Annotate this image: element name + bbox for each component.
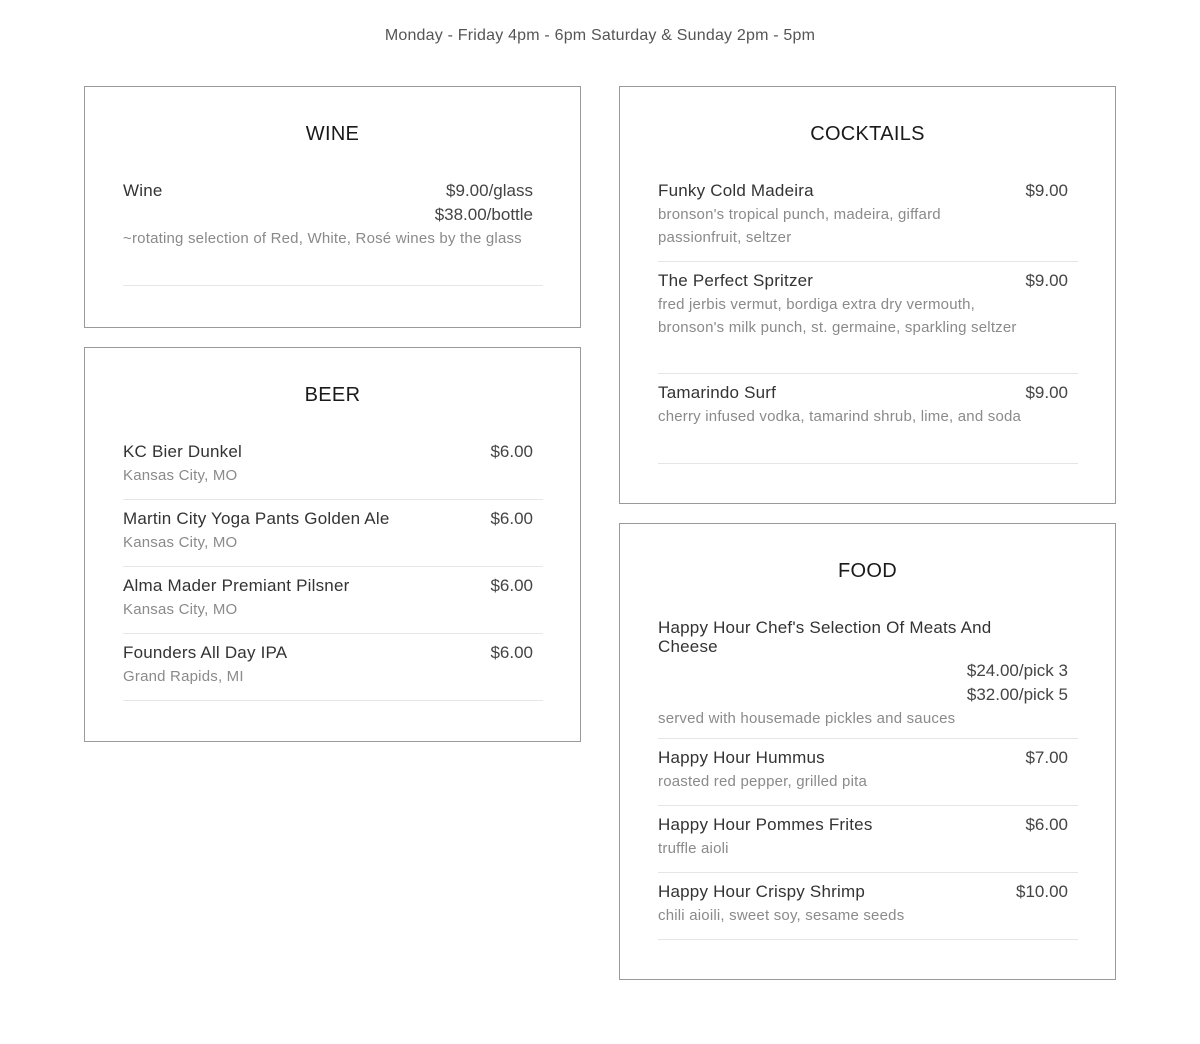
item-description: ~rotating selection of Red, White, Rosé wines by the glass bbox=[123, 230, 522, 247]
food-card bbox=[619, 523, 1116, 980]
item-name: Happy Hour Pommes Frites bbox=[658, 815, 873, 834]
item-name: Happy Hour Crispy Shrimp bbox=[658, 882, 865, 901]
item-name: Happy Hour Chef's Selection Of Meats And Cheese bbox=[658, 618, 992, 656]
menu-item bbox=[123, 507, 543, 567]
item-name: Wine bbox=[123, 181, 163, 200]
item-name: KC Bier Dunkel bbox=[123, 442, 243, 461]
menu-item bbox=[658, 746, 1078, 806]
item-description: served with housemade pickles and sauces bbox=[658, 710, 956, 727]
item-price-pick-3: $24.00/pick 3 bbox=[966, 661, 1068, 680]
item-price-bottle: $38.00/bottle bbox=[434, 205, 533, 224]
item-description: fred jerbis vermut, bordiga extra dry vermouth, bronson's milk punch, st. germaine, sparkling seltzer bbox=[658, 296, 1017, 336]
item-price: $6.00 bbox=[490, 509, 533, 528]
cocktails-card bbox=[619, 86, 1116, 504]
item-description: Kansas City, MO bbox=[123, 534, 238, 551]
menu-item bbox=[123, 574, 543, 634]
item-name: Tamarindo Surf bbox=[658, 383, 777, 402]
menu-item bbox=[658, 269, 1078, 374]
item-name: Martin City Yoga Pants Golden Ale bbox=[123, 509, 390, 528]
menu-item bbox=[123, 440, 543, 500]
menu-item bbox=[658, 616, 1078, 739]
menu-item bbox=[658, 880, 1078, 940]
item-price: $6.00 bbox=[490, 576, 533, 595]
menu-item bbox=[658, 813, 1078, 873]
wine-card bbox=[84, 86, 581, 328]
item-price-glass: $9.00/glass bbox=[446, 181, 533, 200]
beer-title: BEER bbox=[304, 384, 361, 406]
wine-title: WINE bbox=[305, 123, 360, 145]
item-description: chili aioili, sweet soy, sesame seeds bbox=[658, 907, 905, 924]
item-name: The Perfect Spritzer bbox=[658, 271, 814, 290]
item-description: cherry infused vodka, tamarind shrub, lime, and soda bbox=[658, 408, 1022, 425]
menu-item bbox=[658, 381, 1078, 464]
beer-card bbox=[84, 347, 581, 742]
item-description: truffle aioli bbox=[658, 840, 729, 857]
item-description: Grand Rapids, MI bbox=[123, 668, 244, 685]
item-description: Kansas City, MO bbox=[123, 601, 238, 618]
cocktails-title: COCKTAILS bbox=[810, 123, 925, 145]
item-price-pick-5: $32.00/pick 5 bbox=[966, 685, 1068, 704]
food-title: FOOD bbox=[838, 560, 897, 582]
item-name: Funky Cold Madeira bbox=[658, 181, 814, 200]
item-price: $10.00 bbox=[1016, 882, 1068, 901]
menu-item bbox=[658, 179, 1078, 262]
item-name: Alma Mader Premiant Pilsner bbox=[123, 576, 350, 595]
item-description: Kansas City, MO bbox=[123, 467, 238, 484]
item-price: $9.00 bbox=[1025, 383, 1068, 402]
item-price: $9.00 bbox=[1025, 271, 1068, 290]
item-description: bronson's tropical punch, madeira, giffard passionfruit, seltzer bbox=[658, 206, 941, 246]
item-price: $6.00 bbox=[490, 643, 533, 662]
item-price: $6.00 bbox=[1025, 815, 1068, 834]
item-price: $7.00 bbox=[1025, 748, 1068, 767]
item-price: $6.00 bbox=[490, 442, 533, 461]
happy-hour-times: Monday - Friday 4pm - 6pm Saturday & Sunday 2pm - 5pm bbox=[384, 27, 816, 44]
item-description: roasted red pepper, grilled pita bbox=[658, 773, 868, 790]
menu-item bbox=[123, 641, 543, 701]
item-name: Happy Hour Hummus bbox=[658, 748, 825, 767]
item-price: $9.00 bbox=[1025, 181, 1068, 200]
item-name: Founders All Day IPA bbox=[123, 643, 288, 662]
menu-item bbox=[123, 179, 543, 286]
